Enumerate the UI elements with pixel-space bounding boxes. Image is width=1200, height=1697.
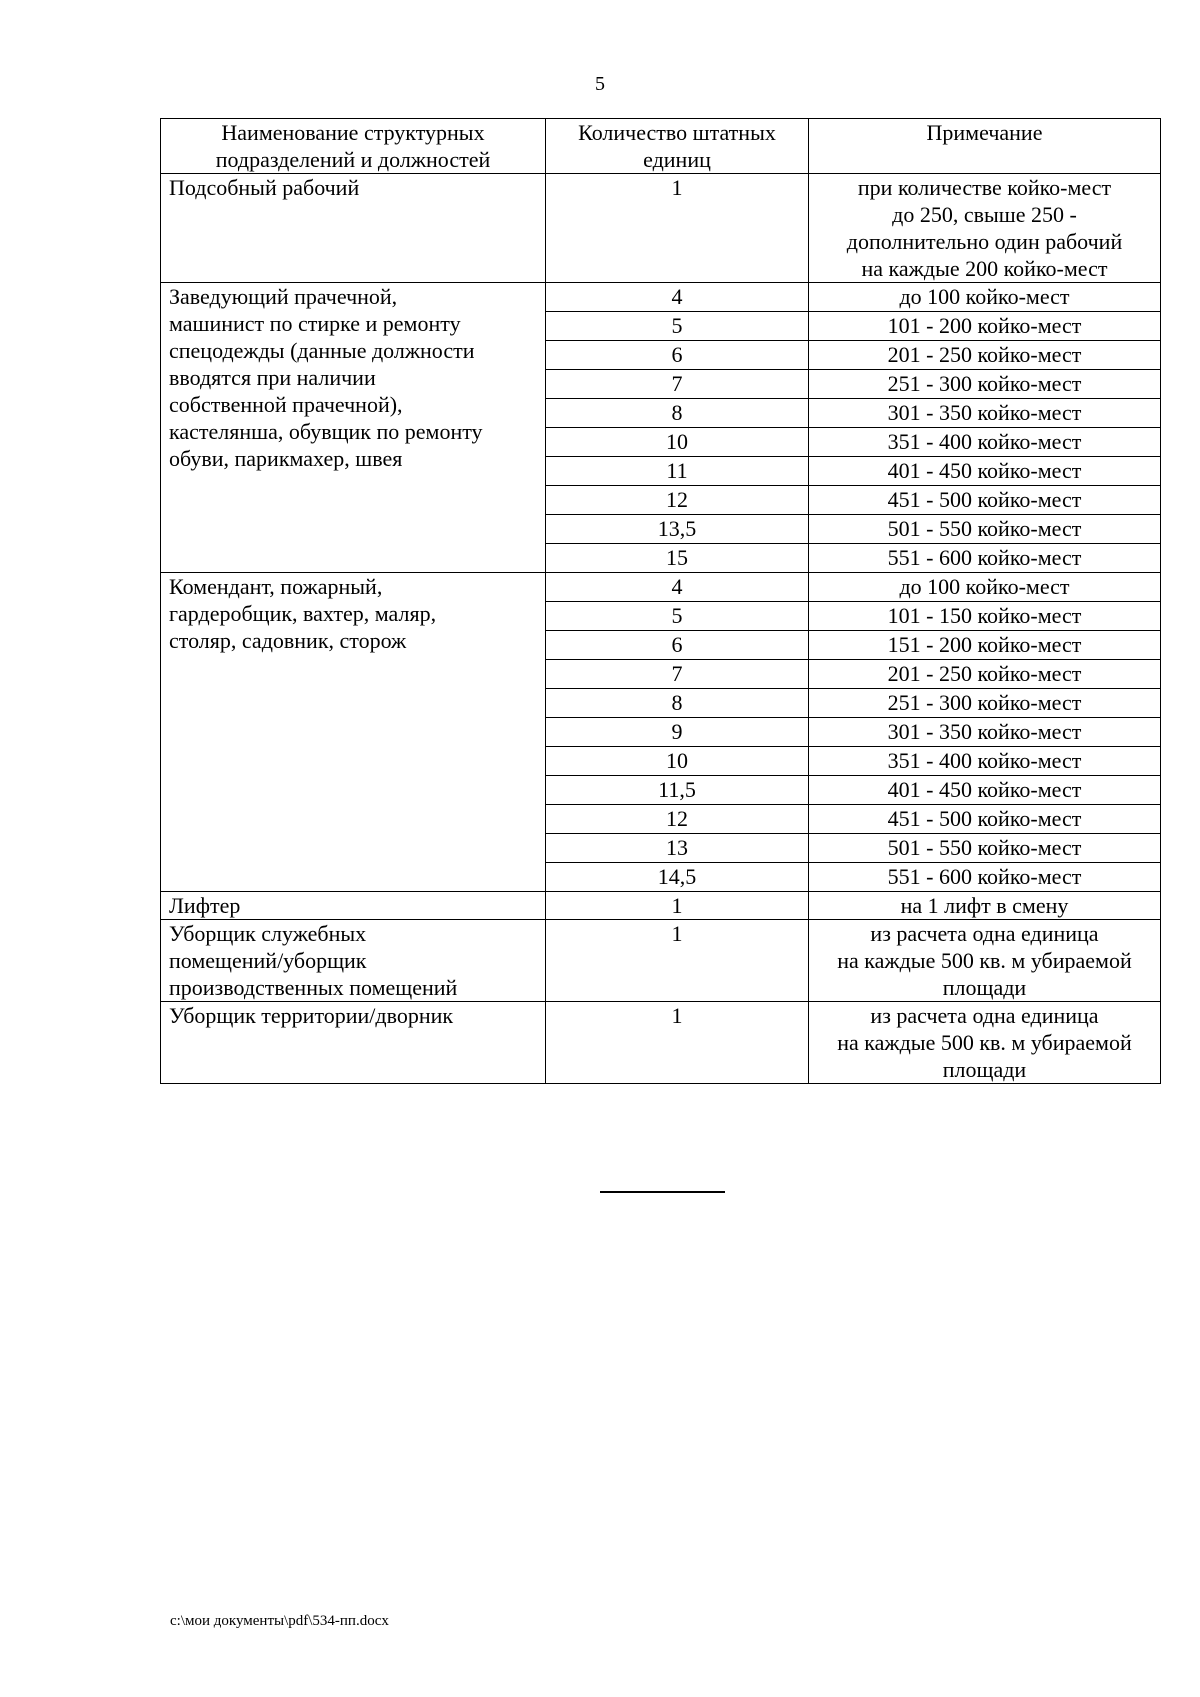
table-row: [161, 174, 1161, 283]
note-cell: 201 - 250 койко-мест: [809, 341, 1161, 370]
note-cell: 551 - 600 койко-мест: [809, 544, 1161, 573]
staff-count-cell: 1: [546, 892, 809, 920]
staff-count-cell: 14,5: [546, 863, 809, 892]
header-note: Примечание: [809, 119, 1161, 174]
staff-count-cell: 7: [546, 660, 809, 689]
staff-count-cell: 1: [546, 1002, 809, 1084]
footer-file-path: c:\мои документы\pdf\534-пп.docx: [170, 1613, 389, 1629]
table-row: [161, 920, 1161, 1002]
staff-count-cell: 15: [546, 544, 809, 573]
table-row: [161, 573, 1161, 602]
note-cell: при количестве койко-мест до 250, свыше 250 - дополнительно один рабочий на каждые 200 койко-мест: [809, 174, 1161, 283]
staff-count-cell: 8: [546, 399, 809, 428]
note-cell: 401 - 450 койко-мест: [809, 776, 1161, 805]
staff-count-cell: 6: [546, 341, 809, 370]
staff-count-cell: 5: [546, 602, 809, 631]
note-cell: 401 - 450 койко-мест: [809, 457, 1161, 486]
position-name-cell: Подсобный рабочий: [161, 174, 546, 283]
note-cell: 301 - 350 койко-мест: [809, 399, 1161, 428]
position-name-cell: Уборщик территории/дворник: [161, 1002, 546, 1084]
table-row: [161, 283, 1161, 312]
page-number: 5: [595, 73, 605, 95]
staff-count-cell: 12: [546, 486, 809, 515]
table-row: [161, 1002, 1161, 1084]
note-cell: 501 - 550 койко-мест: [809, 515, 1161, 544]
note-cell: 251 - 300 койко-мест: [809, 689, 1161, 718]
table-row: [161, 892, 1161, 920]
note-cell: 551 - 600 койко-мест: [809, 863, 1161, 892]
note-cell: 501 - 550 койко-мест: [809, 834, 1161, 863]
staff-count-cell: 1: [546, 920, 809, 1002]
note-cell: 201 - 250 койко-мест: [809, 660, 1161, 689]
header-position-name: Наименование структурных подразделений и должностей: [161, 119, 546, 174]
staff-count-cell: 1: [546, 174, 809, 283]
table-body: [161, 174, 1161, 1084]
header-staff-count: Количество штатных единиц: [546, 119, 809, 174]
note-cell: 351 - 400 койко-мест: [809, 428, 1161, 457]
staff-count-cell: 12: [546, 805, 809, 834]
staff-count-cell: 6: [546, 631, 809, 660]
note-cell: 451 - 500 койко-мест: [809, 805, 1161, 834]
note-cell: 451 - 500 койко-мест: [809, 486, 1161, 515]
staff-count-cell: 11: [546, 457, 809, 486]
staff-count-cell: 9: [546, 718, 809, 747]
staff-count-cell: 10: [546, 428, 809, 457]
staff-count-cell: 10: [546, 747, 809, 776]
note-cell: 301 - 350 койко-мест: [809, 718, 1161, 747]
staff-count-cell: 11,5: [546, 776, 809, 805]
staff-count-cell: 4: [546, 573, 809, 602]
position-name-cell: Уборщик служебных помещений/уборщик производственных помещений: [161, 920, 546, 1002]
note-cell: 351 - 400 койко-мест: [809, 747, 1161, 776]
note-cell: из расчета одна единица на каждые 500 кв. м убираемой площади: [809, 1002, 1161, 1084]
note-cell: из расчета одна единица на каждые 500 кв. м убираемой площади: [809, 920, 1161, 1002]
staff-count-cell: 13,5: [546, 515, 809, 544]
note-cell: 251 - 300 койко-мест: [809, 370, 1161, 399]
staffing-table: [160, 118, 1161, 1084]
position-name-cell: Комендант, пожарный, гардеробщик, вахтер, маляр, столяр, садовник, сторож: [161, 573, 546, 892]
note-cell: на 1 лифт в смену: [809, 892, 1161, 920]
staff-count-cell: 7: [546, 370, 809, 399]
table-header-row: [161, 119, 1161, 174]
staff-count-cell: 5: [546, 312, 809, 341]
end-of-document-rule: [600, 1191, 725, 1193]
position-name-cell: Лифтер: [161, 892, 546, 920]
note-cell: 101 - 150 койко-мест: [809, 602, 1161, 631]
position-name-cell: Заведующий прачечной, машинист по стирке и ремонту спецодежды (данные должности вводятся при наличии собственной прачечной), кастелянша, обувщик по ремонту обуви, парикмахер, швея: [161, 283, 546, 573]
staff-count-cell: 8: [546, 689, 809, 718]
note-cell: до 100 койко-мест: [809, 283, 1161, 312]
staff-count-cell: 13: [546, 834, 809, 863]
staff-count-cell: 4: [546, 283, 809, 312]
note-cell: 101 - 200 койко-мест: [809, 312, 1161, 341]
note-cell: до 100 койко-мест: [809, 573, 1161, 602]
note-cell: 151 - 200 койко-мест: [809, 631, 1161, 660]
